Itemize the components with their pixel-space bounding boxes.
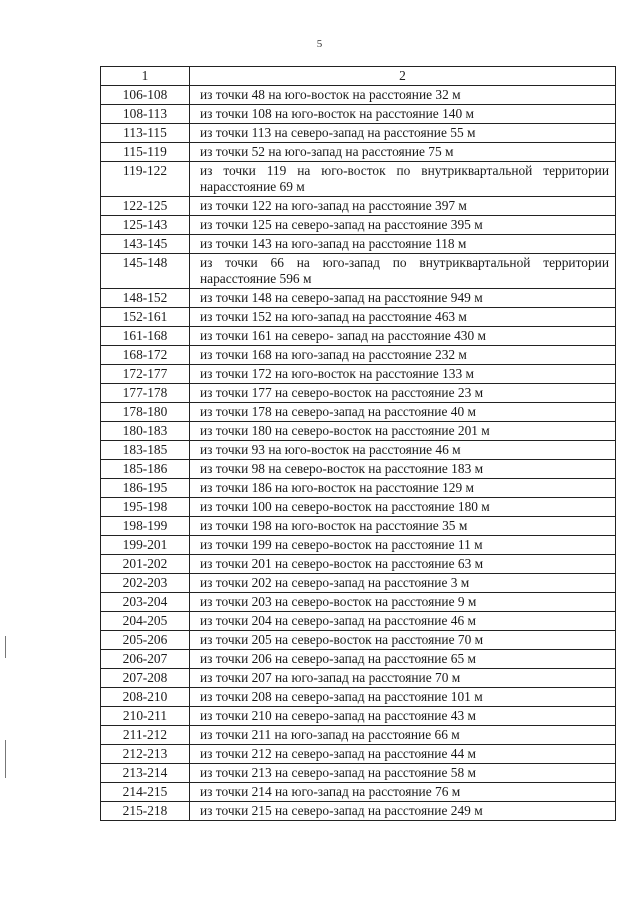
description-cell: из точки 125 на северо-запад на расстояние 395 м [190,216,616,235]
segment-cell: 183-185 [101,441,190,460]
table-row [101,707,616,726]
segment-cell: 143-145 [101,235,190,254]
segment-cell: 172-177 [101,365,190,384]
description-cell: из точки 113 на северо-запад на расстояние 55 м [190,124,616,143]
description-cell: из точки 66 на юго-запад по внутриквартальной территории нарасстояние 596 м [190,254,616,289]
description-cell: из точки 208 на северо-запад на расстояние 101 м [190,688,616,707]
table-body [101,86,616,821]
description-cell: из точки 205 на северо-восток на расстояние 70 м [190,631,616,650]
segment-cell: 180-183 [101,422,190,441]
description-cell: из точки 177 на северо-восток на расстояние 23 м [190,384,616,403]
table-row [101,384,616,403]
segment-cell: 178-180 [101,403,190,422]
segment-cell: 108-113 [101,105,190,124]
table-row [101,536,616,555]
segment-cell: 119-122 [101,162,190,197]
description-cell: из точки 152 на юго-запад на расстояние 463 м [190,308,616,327]
segment-cell: 106-108 [101,86,190,105]
segment-cell: 214-215 [101,783,190,802]
segment-cell: 161-168 [101,327,190,346]
description-cell: из точки 148 на северо-запад на расстояние 949 м [190,289,616,308]
description-cell: из точки 201 на северо-восток на расстояние 63 м [190,555,616,574]
segment-cell: 199-201 [101,536,190,555]
table-row [101,403,616,422]
segment-cell: 113-115 [101,124,190,143]
table-row [101,105,616,124]
table-row [101,669,616,688]
segment-cell: 208-210 [101,688,190,707]
table-row [101,422,616,441]
table-row [101,162,616,197]
segment-cell: 198-199 [101,517,190,536]
segment-cell: 125-143 [101,216,190,235]
table-row [101,460,616,479]
description-cell: из точки 213 на северо-запад на расстояние 58 м [190,764,616,783]
segment-cell: 145-148 [101,254,190,289]
boundary-segments-table [100,66,616,821]
description-cell: из точки 204 на северо-запад на расстояние 46 м [190,612,616,631]
table-row [101,517,616,536]
table-row [101,346,616,365]
table-row [101,631,616,650]
description-cell: из точки 108 на юго-восток на расстояние 140 м [190,105,616,124]
description-cell: из точки 93 на юго-восток на расстояние 46 м [190,441,616,460]
segment-cell: 203-204 [101,593,190,612]
description-cell: из точки 172 на юго-восток на расстояние 133 м [190,365,616,384]
table-row [101,289,616,308]
description-cell: из точки 178 на северо-запад на расстояние 40 м [190,403,616,422]
segment-cell: 195-198 [101,498,190,517]
table-row [101,612,616,631]
table-row [101,86,616,105]
segment-cell: 185-186 [101,460,190,479]
description-cell: из точки 100 на северо-восток на расстояние 180 м [190,498,616,517]
description-cell: из точки 143 на юго-запад на расстояние 118 м [190,235,616,254]
table-row [101,555,616,574]
description-cell: из точки 199 на северо-восток на расстояние 11 м [190,536,616,555]
segment-cell: 205-206 [101,631,190,650]
description-cell: из точки 210 на северо-запад на расстояние 43 м [190,707,616,726]
segment-cell: 202-203 [101,574,190,593]
segment-cell: 204-205 [101,612,190,631]
table-row [101,593,616,612]
segment-cell: 210-211 [101,707,190,726]
table-row [101,327,616,346]
segment-cell: 206-207 [101,650,190,669]
table-row [101,365,616,384]
table-row [101,441,616,460]
segment-cell: 148-152 [101,289,190,308]
description-cell: из точки 214 на юго-запад на расстояние 76 м [190,783,616,802]
table-row [101,498,616,517]
table-row [101,764,616,783]
description-cell: из точки 168 на юго-запад на расстояние 232 м [190,346,616,365]
segment-cell: 186-195 [101,479,190,498]
segment-cell: 177-178 [101,384,190,403]
segment-cell: 152-161 [101,308,190,327]
segment-cell: 168-172 [101,346,190,365]
description-cell: из точки 161 на северо- запад на расстояние 430 м [190,327,616,346]
table-header-row [101,67,616,86]
table-row [101,216,616,235]
segment-cell: 212-213 [101,745,190,764]
table-row [101,688,616,707]
scan-margin-mark [5,636,6,658]
description-cell: из точки 186 на юго-восток на расстояние 129 м [190,479,616,498]
segment-cell: 215-218 [101,802,190,821]
description-cell: из точки 203 на северо-восток на расстояние 9 м [190,593,616,612]
segment-cell: 211-212 [101,726,190,745]
table-row [101,783,616,802]
table-row [101,197,616,216]
column-header-segment: 1 [101,67,190,86]
table-row [101,143,616,162]
description-cell: из точки 212 на северо-запад на расстояние 44 м [190,745,616,764]
description-cell: из точки 207 на юго-запад на расстояние 70 м [190,669,616,688]
segment-cell: 213-214 [101,764,190,783]
description-cell: из точки 119 на юго-восток по внутриквартальной территории нарасстояние 69 м [190,162,616,197]
description-cell: из точки 211 на юго-запад на расстояние 66 м [190,726,616,745]
description-cell: из точки 202 на северо-запад на расстояние 3 м [190,574,616,593]
table-row [101,574,616,593]
table-row [101,726,616,745]
description-cell: из точки 98 на северо-восток на расстояние 183 м [190,460,616,479]
table-row [101,745,616,764]
page-number: 5 [316,38,323,50]
table-row [101,479,616,498]
description-cell: из точки 198 на юго-восток на расстояние 35 м [190,517,616,536]
column-header-description: 2 [190,67,616,86]
segment-cell: 207-208 [101,669,190,688]
segment-cell: 201-202 [101,555,190,574]
table-row [101,254,616,289]
segment-cell: 122-125 [101,197,190,216]
scan-margin-mark [5,740,6,778]
description-cell: из точки 180 на северо-восток на расстояние 201 м [190,422,616,441]
description-cell: из точки 48 на юго-восток на расстояние 32 м [190,86,616,105]
table-row [101,802,616,821]
description-cell: из точки 52 на юго-запад на расстояние 75 м [190,143,616,162]
description-cell: из точки 206 на северо-запад на расстояние 65 м [190,650,616,669]
description-cell: из точки 215 на северо-запад на расстояние 249 м [190,802,616,821]
segment-cell: 115-119 [101,143,190,162]
table-row [101,235,616,254]
table-row [101,124,616,143]
table-row [101,650,616,669]
description-cell: из точки 122 на юго-запад на расстояние 397 м [190,197,616,216]
table-row [101,308,616,327]
